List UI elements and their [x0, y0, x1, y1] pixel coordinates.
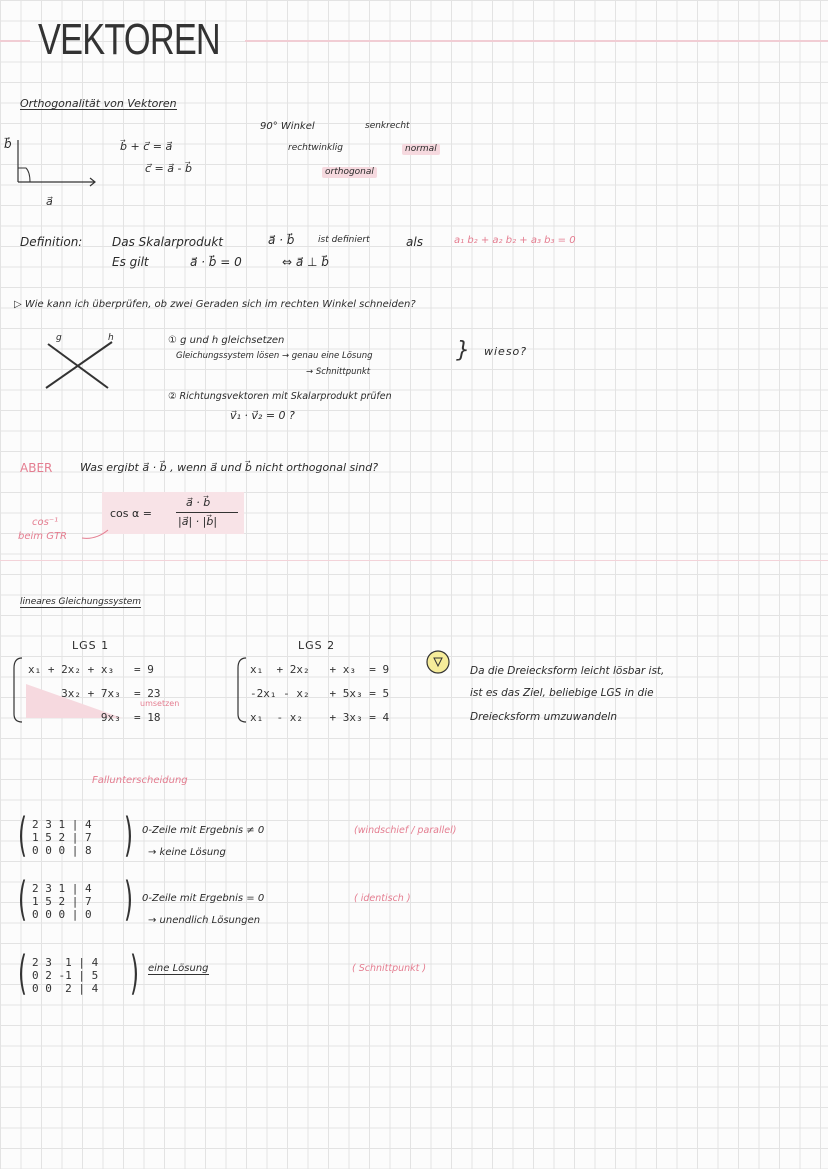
case-2-geometry: ( identisch ) — [354, 893, 411, 904]
lgs-2-row-1: x₁ + 2x₂ + x₃ = 9 — [250, 663, 390, 676]
case-3-text: eine Lösung — [148, 963, 209, 974]
aber-question: Was ergibt a⃗ · b⃗ , wenn a⃗ und b⃗ nicht orthogonal sind? — [80, 461, 379, 474]
section-heading-orthogonality: Orthogonalität von Vektoren — [20, 97, 177, 110]
line-label-g: g — [56, 333, 62, 343]
case-1-geometry: (windschief / parallel) — [354, 825, 457, 836]
es-gilt-label: Es gilt — [112, 255, 149, 269]
lgs-1-row-3: 9x₃ = 18 — [28, 711, 161, 724]
case-heading: Fallunterscheidung — [92, 775, 188, 786]
cosine-label: cos α = — [110, 507, 152, 520]
matrix-3: 2 3 1 | 4 0 2 -1 | 5 0 0 2 | 4 — [32, 956, 99, 995]
matrix-2-paren-right: ) — [124, 872, 133, 926]
gtr-note: beim GTR — [18, 531, 68, 542]
es-gilt-equivalence: ⇔ a⃗ ⊥ b⃗ — [282, 255, 329, 269]
axis-label-a: a⃗ — [46, 195, 53, 208]
lgs-1-title: LGS 1 — [72, 639, 110, 652]
lgs-1-row-1: x₁ + 2x₂ + x₃ = 9 — [28, 663, 154, 676]
definition-als: als — [406, 235, 423, 249]
fraction-bar — [176, 512, 238, 513]
cos-inverse-note: cos⁻¹ — [32, 517, 59, 528]
title-rule-right — [245, 40, 828, 42]
case-3-geometry: ( Schnittpunkt ) — [352, 963, 427, 974]
step-1-result: → Schnittpunkt — [306, 367, 371, 377]
section-divider — [0, 560, 828, 561]
orthogonal-axes-figure — [0, 120, 120, 210]
lightbulb-icon — [424, 648, 454, 678]
synonym-rechtwinklig: rechtwinklig — [288, 143, 343, 153]
matrix-3-paren-left: ( — [18, 946, 27, 1000]
es-gilt-equation: a⃗ · b⃗ = 0 — [190, 255, 242, 269]
cosine-denominator: |a⃗| · |b⃗| — [178, 515, 218, 528]
synonym-90-degree: 90° Winkel — [260, 121, 315, 132]
line-label-h: h — [108, 333, 114, 343]
note-line-3: Dreiecksform umzuwandeln — [470, 711, 617, 723]
definition-dot-product: a⃗ · b⃗ — [268, 233, 295, 247]
definition-formula: a₁ b₂ + a₂ b₂ + a₃ b₃ = 0 — [454, 235, 576, 246]
lgs-2-title: LGS 2 — [298, 639, 336, 652]
step-2-equation: v⃗₁ · v⃗₂ = 0 ? — [230, 409, 295, 422]
matrix-1-paren-right: ) — [124, 808, 133, 862]
axis-label-b: b⃗ — [4, 137, 12, 151]
vector-equation-2: c⃗ = a⃗ - b⃗ — [145, 162, 192, 175]
matrix-1: 2 3 1 | 4 1 5 2 | 7 0 0 0 | 8 — [32, 818, 92, 857]
definition-label: Definition: — [20, 235, 83, 249]
step-1-detail: Gleichungssystem lösen → genau eine Lösung — [176, 351, 373, 361]
note-line-2: ist es das Ziel, beliebige LGS in die — [470, 687, 654, 699]
note-line-1: Da die Dreiecksform leicht lösbar ist, — [470, 665, 665, 677]
step-2: ② Richtungsvektoren mit Skalarprodukt prüfen — [168, 391, 392, 402]
matrix-3-paren-right: ) — [130, 946, 139, 1000]
lgs-heading: lineares Gleichungssystem — [20, 597, 142, 607]
case-2-result: → unendlich Lösungen — [148, 915, 261, 926]
matrix-1-paren-left: ( — [18, 808, 27, 862]
definition-text: Das Skalarprodukt — [112, 235, 223, 249]
vector-equation-1: b⃗ + c⃗ = a⃗ — [120, 140, 173, 153]
intersecting-lines-figure — [40, 333, 130, 396]
umsetzen-note: umsetzen — [140, 699, 180, 708]
question-text: ▷ Wie kann ich überprüfen, ob zwei Geraden sich im rechten Winkel schneiden? — [14, 299, 416, 310]
lgs-2-row-2: -2x₁ - x₂ + 5x₃ = 5 — [250, 687, 390, 700]
matrix-2-paren-left: ( — [18, 872, 27, 926]
matrix-2: 2 3 1 | 4 1 5 2 | 7 0 0 0 | 0 — [32, 882, 92, 921]
lgs-2-row-3: x₁ - x₂ + 3x₃ = 4 — [250, 711, 390, 724]
page-title: VEKTOREN — [38, 15, 220, 64]
gtr-arrow — [82, 526, 122, 546]
lgs-1-row-2: 3x₂ + 7x₃ = 23 — [28, 687, 161, 700]
cosine-numerator: a⃗ · b⃗ — [186, 496, 211, 509]
aber-label: ABER — [20, 461, 53, 475]
case-1-text: 0-Zeile mit Ergebnis ≠ 0 — [142, 825, 265, 836]
synonym-orthogonal: orthogonal — [322, 167, 377, 178]
synonym-senkrecht: senkrecht — [365, 121, 410, 131]
title-rule-left — [0, 40, 30, 42]
case-1-result: → keine Lösung — [148, 847, 226, 858]
case-2-text: 0-Zeile mit Ergebnis = 0 — [142, 893, 265, 904]
brace-glyph: } — [456, 338, 470, 363]
synonym-normal: normal — [402, 144, 440, 155]
wieso-note: wieso? — [484, 345, 528, 358]
step-1: ① g und h gleichsetzen — [168, 335, 285, 346]
definition-is-defined: ist definiert — [318, 235, 370, 245]
